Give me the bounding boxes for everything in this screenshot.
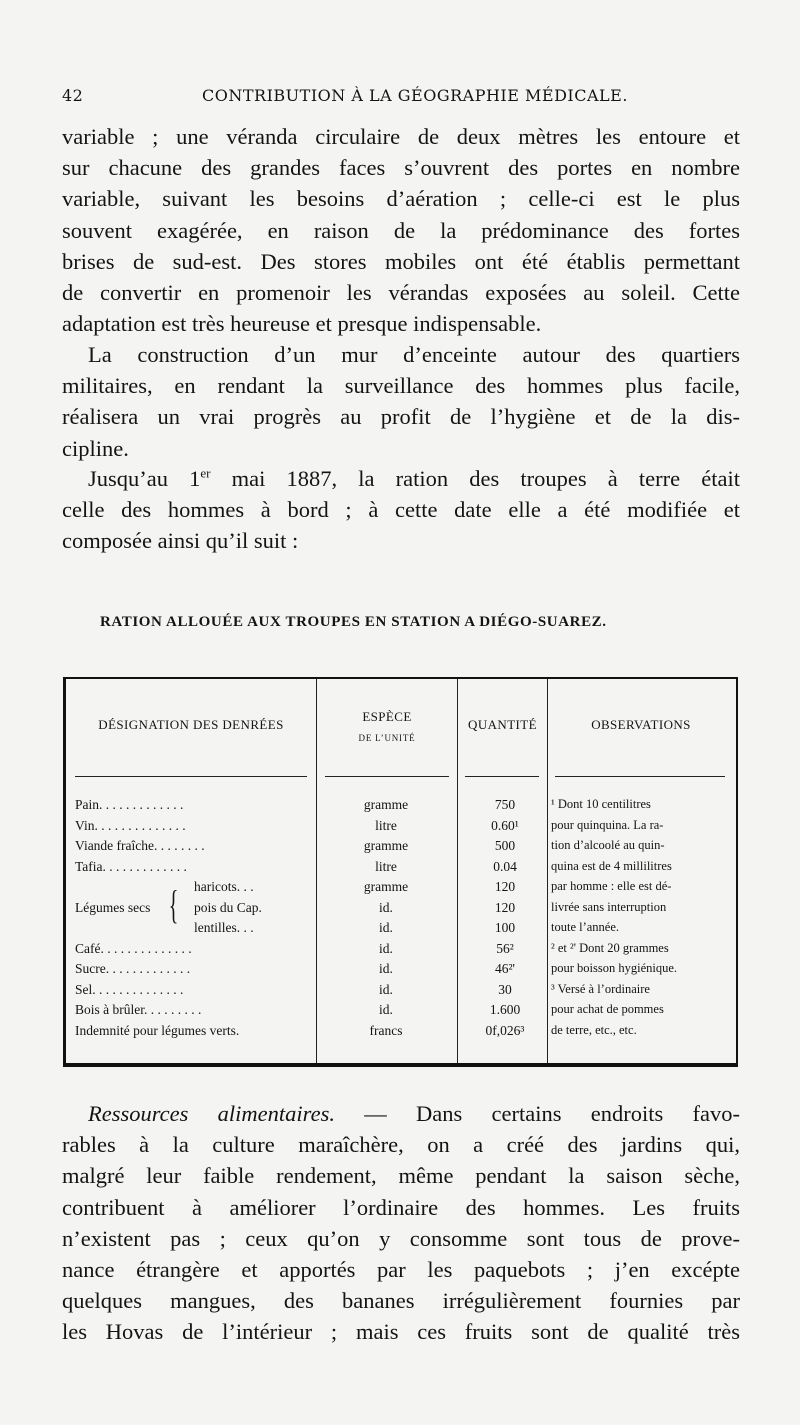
paragraph-veranda	[62, 121, 740, 339]
running-head	[62, 86, 742, 112]
header-designation: DÉSIGNATION DES DENRÉES	[98, 717, 284, 732]
text-line: variable, suivant les besoins d’aération ; celle-ci est le plus	[62, 186, 740, 212]
table-title: RATION ALLOUÉE AUX TROUPES EN STATION A DIÉGO-SUAREZ.	[100, 614, 607, 630]
page-number: 42	[62, 86, 84, 105]
table-row: Sel. . . . . . . . . . . . . . id. 30 ³ Versé à l’ordinaire	[75, 981, 650, 997]
table-row: haricots. . . gramme 120 par homme : elle est dé-	[194, 879, 672, 894]
running-title: CONTRIBUTION À LA GÉOGRAPHIE MÉDICALE.	[202, 86, 628, 105]
legumes-secs-label: Légumes secs	[75, 899, 151, 915]
paragraph-mur-enceinte	[62, 339, 740, 464]
text-line: composée ainsi qu’il suit :	[62, 528, 299, 554]
text-line: malgré leur faible rendement, même pendant la saison sèche,	[62, 1163, 740, 1189]
table-row: Pain. . . . . . . . . . . . . gramme 750 ¹ Dont 10 centilitres	[75, 797, 651, 812]
text-line: contribuent à améliorer l’ordinaire des hommes. Les fruits	[62, 1194, 740, 1220]
text-line: quelques mangues, des bananes irrégulièrement fournies par	[62, 1288, 740, 1314]
paragraph-ration	[62, 463, 740, 557]
header-rule	[555, 776, 725, 777]
header-rule	[465, 776, 539, 777]
text-line: nance étrangère et apportés par les paquebots ; j’en excépte	[62, 1257, 740, 1283]
text-line: brises de sud-est. Des stores mobiles ont été établis permettant	[62, 248, 740, 274]
header-unit: ESPÈCE DE L’UNITÉ	[358, 709, 416, 743]
text-line: rables à la culture maraîchère, on a créé des jardins qui,	[62, 1132, 740, 1158]
text-line: de convertir en promenoir les vérandas exposées au soleil. Cette	[62, 280, 740, 306]
text-line: souvent exagérée, en raison de la prédominance des fortes	[62, 217, 740, 243]
section-heading: Ressources alimentaires.	[88, 1101, 335, 1126]
table-row: Viande fraîche. . . . . . . . gramme 500 tion d’alcoolé au quin-	[75, 838, 665, 853]
text-line: celle des hommes à bord ; à cette date elle a été modifiée et	[62, 497, 740, 523]
table-row: Café. . . . . . . . . . . . . . id. 56² ² et ²' Dont 20 grammes	[75, 940, 669, 956]
table-row: lentilles. . . id. 100 toute l’année.	[194, 920, 620, 935]
header-rule	[75, 776, 307, 777]
text-line: militaires, en rendant la surveillance des hommes plus facile,	[62, 373, 740, 399]
ration-table	[63, 677, 738, 1067]
text-line: adaptation est très heureuse et presque indispensable.	[62, 311, 542, 337]
text-line: La construction d’un mur d’enceinte autour des quartiers	[88, 342, 740, 367]
text-line: Ressources alimentaires. — Dans certains endroits favo-	[88, 1101, 740, 1126]
table-row: Vin. . . . . . . . . . . . . . litre 0.60¹ pour quinquina. La ra-	[75, 817, 664, 833]
header-rule	[325, 776, 449, 777]
header-quantity: QUANTITÉ	[468, 717, 537, 732]
text-line: cipline.	[62, 435, 129, 461]
text-line: Jusqu’au 1er mai 1887, la ration des troupes à terre était	[88, 465, 740, 491]
table-row: Tafia. . . . . . . . . . . . . litre 0.04 quina est de 4 millilitres	[75, 858, 672, 874]
text-line: variable ; une véranda circulaire de deux mètres les entoure et	[62, 124, 740, 149]
text-line: sur chacune des grandes faces s’ouvrent des portes en nombre	[62, 155, 740, 181]
brace-symbol: {	[168, 882, 179, 927]
text-line: les Hovas de l’intérieur ; mais ces fruits sont de qualité très	[62, 1319, 740, 1345]
table-row: Légumes secs pois du Cap. id. 120 livrée sans interruption	[75, 899, 667, 915]
text-line: réalisera un vrai progrès au profit de l’hygiène et de la dis-	[62, 404, 740, 430]
text-line: n’existent pas ; ceux qu’on y consomme sont tous de prove-	[62, 1225, 740, 1251]
table-row: Bois à brûler. . . . . . . . . id. 1.600 pour achat de pommes	[75, 1002, 664, 1017]
table-row: Sucre. . . . . . . . . . . . . id. 46²' pour boisson hygiénique.	[75, 961, 678, 976]
header-observations: OBSERVATIONS	[591, 717, 691, 732]
paragraph-ressources	[62, 1098, 740, 1348]
table-row: Indemnité pour légumes verts. francs 0f,026³ de terre, etc., etc.	[75, 1022, 637, 1038]
